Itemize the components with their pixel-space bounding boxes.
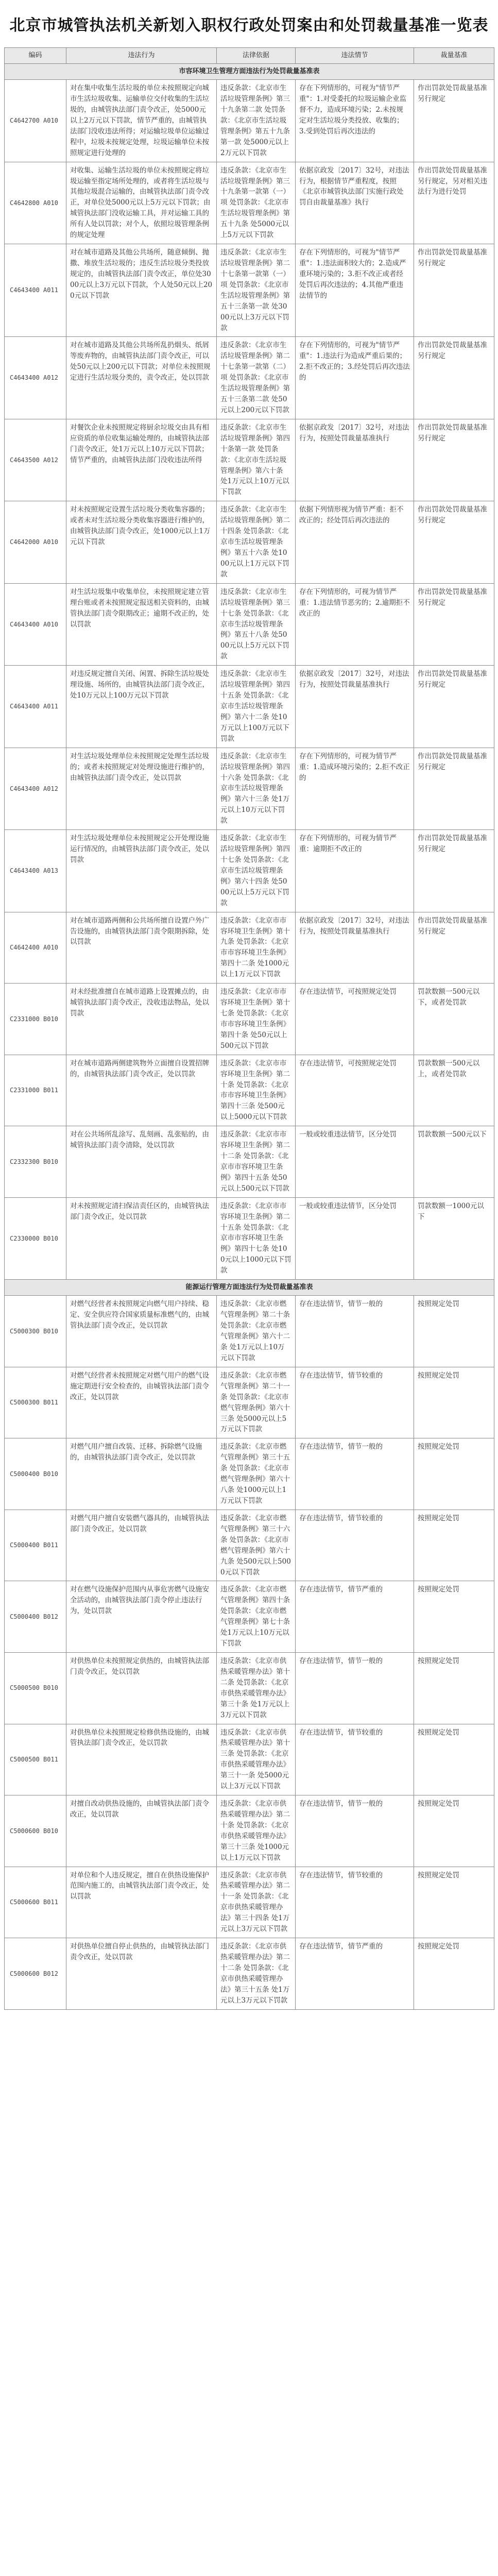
table-row [5,984,494,1055]
cell-circumstance: 存在违法情节，情节较重的 [296,1724,414,1795]
cell-standard: 罚款数额一500元以下 [414,1126,494,1198]
cell-legal-basis: 违反条款：《北京市生活垃圾管理条例》第四十五条 处罚条款：《北京市生活垃圾管理条例》第六十二条 处10万元以上100万元以下罚款 [217,666,296,748]
table-row [5,666,494,748]
table-row [5,1938,494,2010]
cell-code: C5000400 B010 [5,1438,66,1510]
cell-standard: 罚款数额一1000元以下 [414,1197,494,1279]
cell-violation: 对生活垃圾处理单位未按照规定公开处理设施运行情况的，由城管执法部门责令改正，处以罚款 [66,830,217,912]
cell-legal-basis: 违反条款：《北京市燃气管理条例》第二十条 处罚条款：《北京市燃气管理条例》第六十二条 处1万元以上10万元以下罚款 [217,1296,296,1367]
cell-circumstance: 依据京政发〔2017〕32号，对违法行为，按照处罚裁量基准执行 [296,666,414,748]
cell-circumstance: 存在违法情节，情节一般的 [296,1438,414,1510]
cell-legal-basis: 违反条款：《北京市市容环境卫生条例》第十九条 处罚条款：《北京市市容环境卫生条例》第四十二条 处1000元以上1万元以下罚款 [217,912,296,984]
cell-legal-basis: 违反条款：《北京市生活垃圾管理条例》第四十六条 处罚条款：《北京市生活垃圾管理条例》第六十三条 处1万元以上10万元以下罚款 [217,748,296,829]
cell-legal-basis: 违反条款：《北京市市容环境卫生条例》第二十五条 处罚条款：《北京市市容环境卫生条例》第四十七条 处100元以上1000元以下罚款 [217,1197,296,1279]
cell-standard: 作出罚款处罚裁量基准另行规定，另对相关违法行为进行处罚 [414,162,494,244]
cell-circumstance: 存在下列情形的，可视为"情节严重"：1.违法行为造成严重后果的；2.拒不改正的；3.经处罚后再次违法的 [296,337,414,419]
cell-violation: 对未经批准擅自在城市道路上设置摊点的，由城管执法部门责令改正，没收违法物品，处以罚款 [66,984,217,1055]
cell-code: C4643400 A012 [5,748,66,829]
cell-legal-basis: 违反条款：《北京市生活垃圾管理条例》第二十四条 处罚条款：《北京市生活垃圾管理条例》第五十六条 处1000元以上1万元以下罚款 [217,501,296,583]
header-standard: 裁量基准 [414,48,494,64]
cell-circumstance: 存在违法情节，情节严重的 [296,1581,414,1653]
table-row [5,501,494,583]
cell-circumstance: 存在违法情节，情节较重的 [296,1867,414,1938]
table-row [5,748,494,829]
cell-circumstance: 存在违法情节，可按照规定处罚 [296,1055,414,1126]
cell-legal-basis: 违反条款：《北京市市容环境卫生条例》第二十二条 处罚条款：《北京市市容环境卫生条例》第四十五条 处50元以上500元以下罚款 [217,1126,296,1198]
cell-legal-basis: 违反条款：《北京市生活垃圾管理条例》第三十九条第二款 处罚条款：《北京市生活垃圾管理条例》第五十九条第一款 处5000元以上2万元以下罚款 [217,80,296,162]
cell-standard: 罚款数额一500元以下，或者处罚款 [414,984,494,1055]
table-row [5,583,494,665]
cell-standard: 作出罚款处罚裁量基准另行规定 [414,419,494,501]
cell-circumstance: 一般或较重违法情节，区分处罚 [296,1197,414,1279]
header-circumstance: 违法情节 [296,48,414,64]
table-row [5,162,494,244]
cell-standard: 作出罚款处罚裁量基准另行规定 [414,912,494,984]
cell-code: C2330000 B010 [5,1197,66,1279]
header-code: 编码 [5,48,66,64]
cell-legal-basis: 违反条款：《北京市市容环境卫生条例》第二十条 处罚条款：《北京市市容环境卫生条例》第四十三条 处500元以上5000元以下罚款 [217,1055,296,1126]
cell-violation: 对未按照规定设置生活垃圾分类收集容器的；或者未对生活垃圾分类收集容器进行维护的，由城管执法部门责令改正，处1000元以上1万元以下罚款 [66,501,217,583]
cell-circumstance: 一般或较重违法情节，区分处罚 [296,1126,414,1198]
table-row [5,244,494,337]
cell-violation: 对燃气经营者未按照规定对燃气用户的燃气设施定期进行安全检查的，由城管执法部门责令改正，处以罚款 [66,1367,217,1438]
table-row [5,1867,494,1938]
table-row [5,1197,494,1279]
cell-code: C4642400 A010 [5,912,66,984]
table-body [5,64,494,2010]
cell-code: C2331000 B011 [5,1055,66,1126]
cell-circumstance: 依据京政发〔2017〕32号，对违法行为，按照处罚裁量基准执行 [296,419,414,501]
cell-legal-basis: 违反条款：《北京市生活垃圾管理条例》第二十七条第一款第（二）项 处罚条款：《北京市生活垃圾管理条例》第五十三条第二款 处50元以上200元以下罚款 [217,337,296,419]
cell-standard: 按照规定处罚 [414,1724,494,1795]
section-title: 能源运行管理方面违法行为处罚裁量基准表 [5,1280,494,1296]
cell-violation: 对在城市道路及其他公共场所乱扔烟头、纸屑等废弃物的，由城管执法部门责令改正，可以处50元以上200元以下罚款；对单位未按照规定进行生活垃圾分类的，责令改正，处以罚款 [66,337,217,419]
cell-legal-basis: 违反条款：《北京市供热采暖管理办法》第十三条 处罚条款：《北京市供热采暖管理办法》第三十一条 处5000元以上3万元以下罚款 [217,1724,296,1795]
cell-legal-basis: 违反条款：《北京市燃气管理条例》第二十一条 处罚条款：《北京市燃气管理条例》第六十三条 处5000元以上5万元以下罚款 [217,1367,296,1438]
cell-violation: 对燃气经营者未按照规定向燃气用户持续、稳定、安全供应符合国家质量标准燃气的，由城管执法部门责令改正，处以罚款 [66,1296,217,1367]
cell-standard: 按照规定处罚 [414,1938,494,2010]
cell-standard: 作出罚款处罚裁量基准另行规定 [414,337,494,419]
cell-standard: 作出罚款处罚裁量基准另行规定 [414,666,494,748]
cell-violation: 对在公共场所乱涂写、乱刻画、乱张贴的，由城管执法部门责令清除，处以罚款 [66,1126,217,1198]
cell-code: C4643400 A011 [5,666,66,748]
cell-legal-basis: 违反条款：《北京市燃气管理条例》第四十条 处罚条款：《北京市燃气管理条例》第七十条 处1万元以上10万元以下罚款 [217,1581,296,1653]
cell-code: C4642700 A010 [5,80,66,162]
cell-legal-basis: 违反条款：《北京市供热采暖管理办法》第二十二条 处罚条款：《北京市供热采暖管理办法》第三十五条 处1万元以上3万元以下罚款 [217,1938,296,2010]
cell-standard: 按照规定处罚 [414,1795,494,1867]
cell-code: C5000500 B011 [5,1724,66,1795]
cell-code: C5000300 B011 [5,1367,66,1438]
cell-standard: 作出罚款处罚裁量基准另行规定 [414,80,494,162]
table-row [5,1724,494,1795]
cell-standard: 作出罚款处罚裁量基准另行规定 [414,830,494,912]
cell-code: C4643400 A013 [5,830,66,912]
cell-code: C4642800 A010 [5,162,66,244]
cell-circumstance: 存在下列情形的，可视为情节严重：1.造成环境污染的；2.拒不改正的 [296,748,414,829]
table-row [5,337,494,419]
cell-circumstance: 存在违法情节，可按照规定处罚 [296,984,414,1055]
cell-violation: 对擅自改动供热设施的，由城管执法部门责令改正，处以罚款 [66,1795,217,1867]
cell-violation: 对在城市道路两侧和公共场所擅自设置户外广告设施的，由城管执法部门责令限期拆除，处以罚款 [66,912,217,984]
cell-legal-basis: 违反条款：《北京市生活垃圾管理条例》第四十七条 处罚条款：《北京市生活垃圾管理条例》第六十四条 处5000元以上5万元以下罚款 [217,830,296,912]
cell-violation: 对燃气用户擅自安装燃气器具的，由城管执法部门责令改正，处以罚款 [66,1510,217,1581]
cell-code: C2331000 B010 [5,984,66,1055]
cell-code: C5000600 B012 [5,1938,66,2010]
table-row [5,1367,494,1438]
table-row [5,830,494,912]
cell-legal-basis: 违反条款：《北京市供热采暖管理办法》第十二条 处罚条款：《北京市供热采暖管理办法》第三十条 处1万元以上3万元以下罚款 [217,1652,296,1724]
cell-violation: 对在城市道路两侧建筑物外立面擅自设置招牌的，由城管执法部门责令改正，处以罚款 [66,1055,217,1126]
cell-circumstance: 存在下列情形的，可视为情节严重：逾期拒不改正的 [296,830,414,912]
cell-violation: 对在集中收集生活垃圾的单位未按照规定向城市生活垃圾收集、运输单位交付收集的生活垃圾的，由城管执法部门责令改正，处5000元以上2万元以下罚款，情节严重的，由城管执法部门没收违法所得；对运输垃圾单位运输过程中，垃圾未按规定处理，垃圾运输单位未按照规定进行处理的 [66,80,217,162]
table-header [5,48,494,64]
cell-code: C5000500 B010 [5,1652,66,1724]
page-title: 北京市城管执法机关新划入职权行政处罚案由和处罚裁量基准一览表 [9,16,489,35]
cell-circumstance: 存在下列情形的，可视为"情节严重"：1.对受委托的垃圾运输企业监督不力，造成环境污染；2.未按规定对生活垃圾分类投放、收集的；3.受到处罚后再次违法的 [296,80,414,162]
section-row [5,1280,494,1296]
cell-code: C2332300 B010 [5,1126,66,1198]
cell-legal-basis: 违反条款：《北京市生活垃圾管理条例》第三十九条第一款第（一）项 处罚条款：《北京市生活垃圾管理条例》第五十九条 处5000元以上5万元以下罚款 [217,162,296,244]
cell-standard: 按照规定处罚 [414,1438,494,1510]
cell-circumstance: 存在下列情形的，可视为"情节严重"：1.违法面积较大的；2.造成严重环境污染的；3.拒不改正或者经处罚后再次违法的；4.其他严重违法情节的 [296,244,414,337]
cell-code: C4643400 A010 [5,583,66,665]
cell-standard: 按照规定处罚 [414,1652,494,1724]
cell-legal-basis: 违反条款：《北京市生活垃圾管理条例》第四十条第一款 处罚条款：《北京市生活垃圾管理条例》第六十条 处1万元以上10万元以下罚款 [217,419,296,501]
cell-legal-basis: 违反条款：《北京市供热采暖管理办法》第二十条 处罚条款：《北京市供热采暖管理办法》第三十三条 处1000元以上1万元以下罚款 [217,1795,296,1867]
cell-violation: 对餐饮企业未按照规定将厨余垃圾交由具有相应资质的单位收集运输处理的，由城管执法部门责令改正，处1万元以上10万元以下罚款；情节严重的，由城管执法部门没收违法所得 [66,419,217,501]
cell-violation: 对单位和个人违反规定，擅自在供热设施保护范围内施工的，由城管执法部门责令改正，处以罚款 [66,1867,217,1938]
cell-legal-basis: 违反条款：《北京市市容环境卫生条例》第十七条 处罚条款：《北京市市容环境卫生条例》第四十条 处50元以上500元以下罚款 [217,984,296,1055]
table-row [5,1296,494,1367]
header-basis: 法律依据 [217,48,296,64]
cell-violation: 对供热单位未按照规定供热的，由城管执法部门责令改正，处以罚款 [66,1652,217,1724]
cell-circumstance: 存在违法情节，情节一般的 [296,1795,414,1867]
cell-code: C4643400 A012 [5,337,66,419]
cell-code: C5000400 B011 [5,1510,66,1581]
cell-standard: 作出罚款处罚裁量基准另行规定 [414,501,494,583]
cell-standard: 作出罚款处罚裁量基准另行规定 [414,748,494,829]
table-row [5,80,494,162]
cell-violation: 对燃气用户擅自改装、迁移、拆除燃气设施的，由城管执法部门责令改正，处以罚款 [66,1438,217,1510]
cell-violation: 对生活垃圾集中收集单位，未按照规定建立管理台账或者未按照规定报送相关资料的，由城管执法部门责令限期改正；逾期不改正的，处以罚款 [66,583,217,665]
table-row [5,1581,494,1653]
cell-code: C5000400 B012 [5,1581,66,1653]
table-row [5,1510,494,1581]
cell-violation: 对收集、运输生活垃圾的单位未按照规定将垃圾运输至指定场所处理的，或者将生活垃圾与其他垃圾混合运输的，由城管执法部门责令改正，对单位处5000元以上5万元以下罚款；由城管执法部门没收运输工具，并对运输工具的所有人处以罚款；对个人，依照垃圾管理条例的规定处理 [66,162,217,244]
cell-code: C5000600 B011 [5,1867,66,1938]
cell-violation: 对生活垃圾处理单位未按照规定处理生活垃圾的；或者未按照规定对处理设施进行维护的，由城管执法部门责令改正，处以罚款 [66,748,217,829]
cell-circumstance: 存在违法情节，情节较重的 [296,1367,414,1438]
cell-circumstance: 依据下列情形视为情节严重：拒不改正的；经处罚后再次违法的 [296,501,414,583]
section-row [5,64,494,80]
cell-standard: 作出罚款处罚裁量基准另行规定 [414,244,494,337]
cell-circumstance: 存在违法情节，情节较重的 [296,1510,414,1581]
cell-circumstance: 存在违法情节，情节一般的 [296,1296,414,1367]
table-row [5,912,494,984]
table-row [5,1055,494,1126]
cell-standard: 按照规定处罚 [414,1296,494,1367]
cell-standard: 按照规定处罚 [414,1367,494,1438]
cell-legal-basis: 违反条款：《北京市供热采暖管理办法》第二十一条 处罚条款：《北京市供热采暖管理办法》第三十四条 处1万元以上3万元以下罚款 [217,1867,296,1938]
cell-code: C5000300 B010 [5,1296,66,1367]
cell-legal-basis: 违反条款：《北京市燃气管理条例》第三十六条 处罚条款：《北京市燃气管理条例》第六十九条 处500元以上5000元以下罚款 [217,1510,296,1581]
cell-legal-basis: 违反条款：《北京市燃气管理条例》第三十五条 处罚条款：《北京市燃气管理条例》第六十八条 处1000元以上1万元以下罚款 [217,1438,296,1510]
header-act: 违法行为 [66,48,217,64]
cell-violation: 对在城市道路及其他公共场所，随意倾倒、抛撒、堆放生活垃圾的；违反生活垃圾分类投放规定的，由城管执法部门责令改正，单位处3000元以上3万元以下罚款，个人处50元以上200元以下罚款 [66,244,217,337]
cell-violation: 对在燃气设施保护范围内从事危害燃气设施安全活动的，由城管执法部门责令停止违法行为，处以罚款 [66,1581,217,1653]
table-row [5,1126,494,1198]
cell-standard: 按照规定处罚 [414,1867,494,1938]
section-title: 市容环境卫生管理方面违法行为处罚裁量基准表 [5,64,494,80]
cell-circumstance: 存在下列情形的，可视为情节严重：1.违法情节恶劣的；2.逾期拒不改正的 [296,583,414,665]
table-row [5,419,494,501]
cell-standard: 按照规定处罚 [414,1510,494,1581]
cell-standard: 作出罚款处罚裁量基准另行规定 [414,583,494,665]
table-row [5,1438,494,1510]
cell-violation: 对违反规定擅自关闭、闲置、拆除生活垃圾处理设施、场所的，由城管执法部门责令改正，处10万元以上100万元以下罚款 [66,666,217,748]
cell-violation: 对供热单位未按照规定检修供热设施的，由城管执法部门责令改正，处以罚款 [66,1724,217,1795]
cell-violation: 对供热单位擅自停止供热的，由城管执法部门责令改正，处以罚款 [66,1938,217,2010]
cell-code: C5000600 B010 [5,1795,66,1867]
cell-code: C4643400 A011 [5,244,66,337]
cell-circumstance: 存在违法情节，情节一般的 [296,1652,414,1724]
cell-circumstance: 存在违法情节，情节严重的 [296,1938,414,2010]
cell-code: C4643500 A012 [5,419,66,501]
table-row [5,1652,494,1724]
cell-violation: 对未按照规定清扫保洁责任区的，由城管执法部门责令改正，处以罚款 [66,1197,217,1279]
cell-standard: 罚款数额一500元以上，或者处罚款 [414,1055,494,1126]
cell-standard: 按照规定处罚 [414,1581,494,1653]
penalty-table [4,47,494,2010]
cell-legal-basis: 违反条款：《北京市生活垃圾管理条例》第三十七条 处罚条款：《北京市生活垃圾管理条例》第五十八条 处5000元以上5万元以下罚款 [217,583,296,665]
cell-legal-basis: 违反条款：《北京市生活垃圾管理条例》第二十七条第一款第（一）项 处罚条款：《北京市生活垃圾管理条例》第五十三条第一款 处3000元以上3万元以下罚款 [217,244,296,337]
table-row [5,1795,494,1867]
cell-circumstance: 依据京政发〔2017〕32号，对违法行为，按照处罚裁量基准执行 [296,912,414,984]
cell-code: C4642000 A010 [5,501,66,583]
cell-circumstance: 依据京政发〔2017〕32号，对违法行为，根据情节严重程度，按照《北京市城管执法部门实施行政处罚自由裁量基准》执行 [296,162,414,244]
